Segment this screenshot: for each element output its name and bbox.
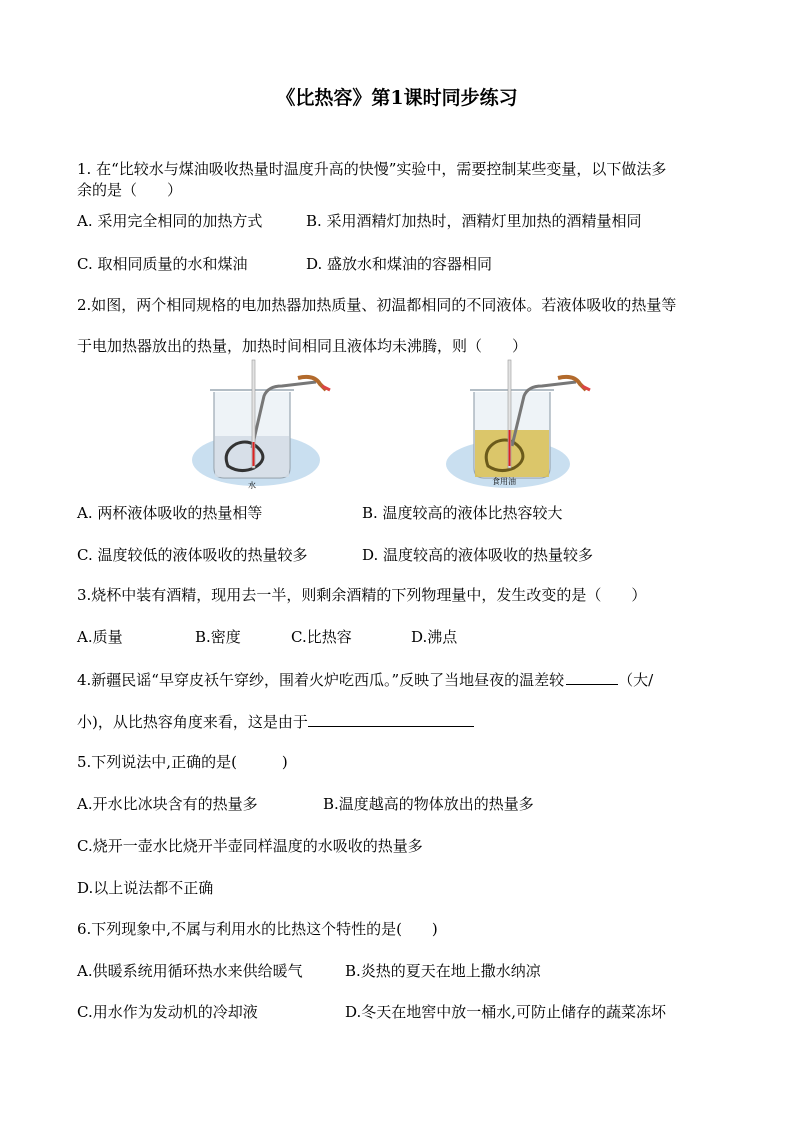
- q2-option-d: D. 温度较高的液体吸收的热量较多: [362, 546, 594, 564]
- q1-option-c: C. 取相同质量的水和煤油: [77, 255, 248, 273]
- q5-option-a: A.开水比冰块含有的热量多: [77, 795, 258, 813]
- q2-option-c: C. 温度较低的液体吸收的热量较多: [77, 546, 308, 564]
- oil-label: 食用油: [492, 477, 516, 486]
- q2-option-b: B. 温度较高的液体比热容较大: [362, 504, 563, 522]
- q3-option-b: B.密度: [195, 628, 241, 646]
- q1-option-b: B. 采用酒精灯加热时，酒精灯里加热的酒精量相同: [306, 212, 642, 230]
- beaker-oil-figure: [440, 356, 600, 492]
- q1-option-d: D. 盛放水和煤油的容器相同: [306, 255, 493, 273]
- q2-stem-line2: 于电加热器放出的热量，加热时间相同且液体均未沸腾，则（ ）: [77, 337, 528, 355]
- q5-option-d: D.以上说法都不正确: [77, 879, 214, 897]
- q3-option-d: D.沸点: [411, 628, 458, 646]
- q4-stem-line1: [77, 669, 653, 690]
- q3-stem: 3.烧杯中装有酒精，现用去一半，则剩余酒精的下列物理量中，发生改变的是（ ）: [77, 586, 647, 604]
- q1-stem-line1: 1. 在“比较水与煤油吸收热量时温度升高的快慢”实验中，需要控制某些变量，以下做法多: [77, 160, 667, 178]
- q1-stem-line2: 余的是（ ）: [77, 181, 183, 199]
- page-title: 《比热容》第1课时同步练习: [276, 87, 518, 109]
- q5-stem: 5.下列说法中,正确的是( ): [77, 753, 288, 771]
- q4-stem-line2: [77, 711, 474, 732]
- q6-option-b: B.炎热的夏天在地上撒水纳凉: [345, 962, 541, 980]
- q4-stem-end: （大/: [618, 671, 654, 689]
- q4-stem-text: 4.新疆民谣“早穿皮袄午穿纱，围着火炉吃西瓜。”反映了当地昼夜的温差较: [77, 671, 565, 689]
- q3-option-c: C.比热容: [291, 628, 352, 646]
- q2-option-a: A. 两杯液体吸收的热量相等: [77, 504, 263, 522]
- q5-option-b: B.温度越高的物体放出的热量多: [323, 795, 534, 813]
- q1-option-a: A. 采用完全相同的加热方式: [77, 212, 263, 230]
- q2-stem-line1: 2.如图，两个相同规格的电加热器加热质量、初温都相同的不同液体。若液体吸收的热量等: [77, 296, 677, 314]
- q4-blank-1[interactable]: [566, 669, 618, 685]
- q6-option-c: C.用水作为发动机的冷却液: [77, 1003, 258, 1021]
- q6-option-d: D.冬天在地窖中放一桶水,可防止储存的蔬菜冻坏: [345, 1003, 667, 1021]
- q6-stem: 6.下列现象中,不属与利用水的比热这个特性的是( ): [77, 920, 438, 938]
- q4-stem-line2-text: 小)，从比热容角度来看，这是由于: [77, 713, 308, 731]
- q6-option-a: A.供暖系统用循环热水来供给暖气: [77, 962, 303, 980]
- water-label: 水: [248, 481, 256, 490]
- q3-option-a: A.质量: [77, 628, 123, 646]
- q5-option-c: C.烧开一壶水比烧开半壶同样温度的水吸收的热量多: [77, 837, 423, 855]
- beaker-water-figure: [188, 356, 336, 492]
- q4-blank-2[interactable]: [308, 711, 474, 727]
